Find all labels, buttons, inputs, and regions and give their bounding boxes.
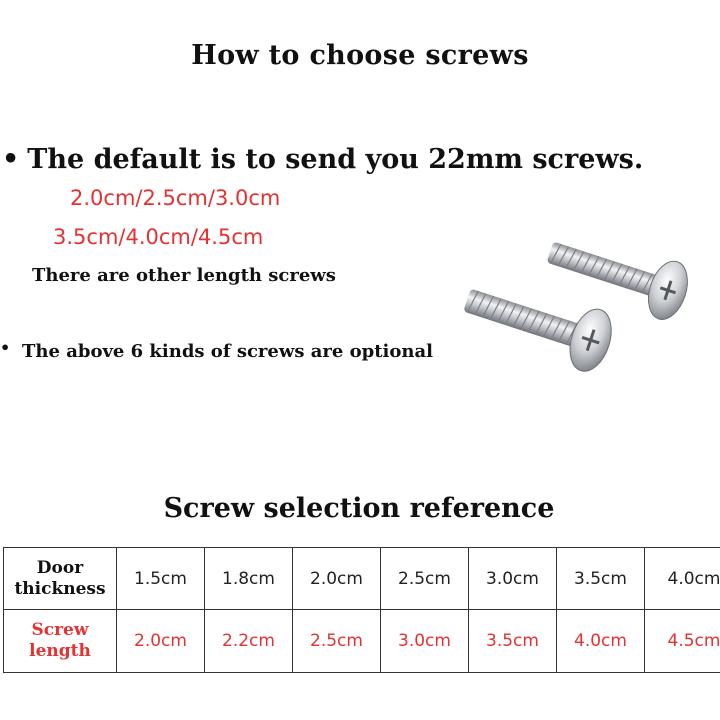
table-cell: 2.2cm — [205, 610, 293, 673]
table-cell: 4.0cm — [557, 610, 645, 673]
default-screw-statement — [2, 144, 643, 175]
screw-reference-table — [3, 547, 720, 673]
default-screw-text: The default is to send you 22mm screws. — [27, 144, 644, 175]
table-cell: 2.5cm — [293, 610, 381, 673]
reference-title: Screw selection reference — [163, 493, 555, 524]
table-cell: 4.5cm — [645, 610, 720, 673]
optional-statement — [0, 338, 433, 362]
table-cell: 1.8cm — [205, 548, 293, 610]
table-cell: 2.0cm — [117, 610, 205, 673]
table-cell: 3.5cm — [557, 548, 645, 610]
screw-length-header: Screw length — [4, 610, 117, 673]
table-cell: 3.0cm — [381, 610, 469, 673]
optional-text: The above 6 kinds of screws are optional — [22, 341, 433, 362]
other-lengths-note: There are other length screws — [32, 265, 336, 286]
table-cell: 2.5cm — [381, 548, 469, 610]
table-cell: 3.0cm — [469, 548, 557, 610]
screw-back — [541, 230, 695, 324]
screws-image — [455, 230, 705, 400]
size-options-line-2: 3.5cm/4.0cm/4.5cm — [53, 225, 264, 249]
table-cell: 1.5cm — [117, 548, 205, 610]
page-title: How to choose screws — [191, 40, 529, 71]
bullet-icon: • — [0, 338, 11, 357]
bullet-icon: • — [2, 144, 20, 175]
table-cell: 2.0cm — [293, 548, 381, 610]
table-cell: 4.0cm — [645, 548, 720, 610]
size-options-line-1: 2.0cm/2.5cm/3.0cm — [70, 186, 281, 210]
table-row-screw-length — [4, 610, 720, 673]
table-cell: 3.5cm — [469, 610, 557, 673]
table-row-door-thickness — [4, 548, 720, 610]
door-thickness-header: Door thickness — [4, 548, 117, 610]
screw-front — [457, 270, 618, 377]
